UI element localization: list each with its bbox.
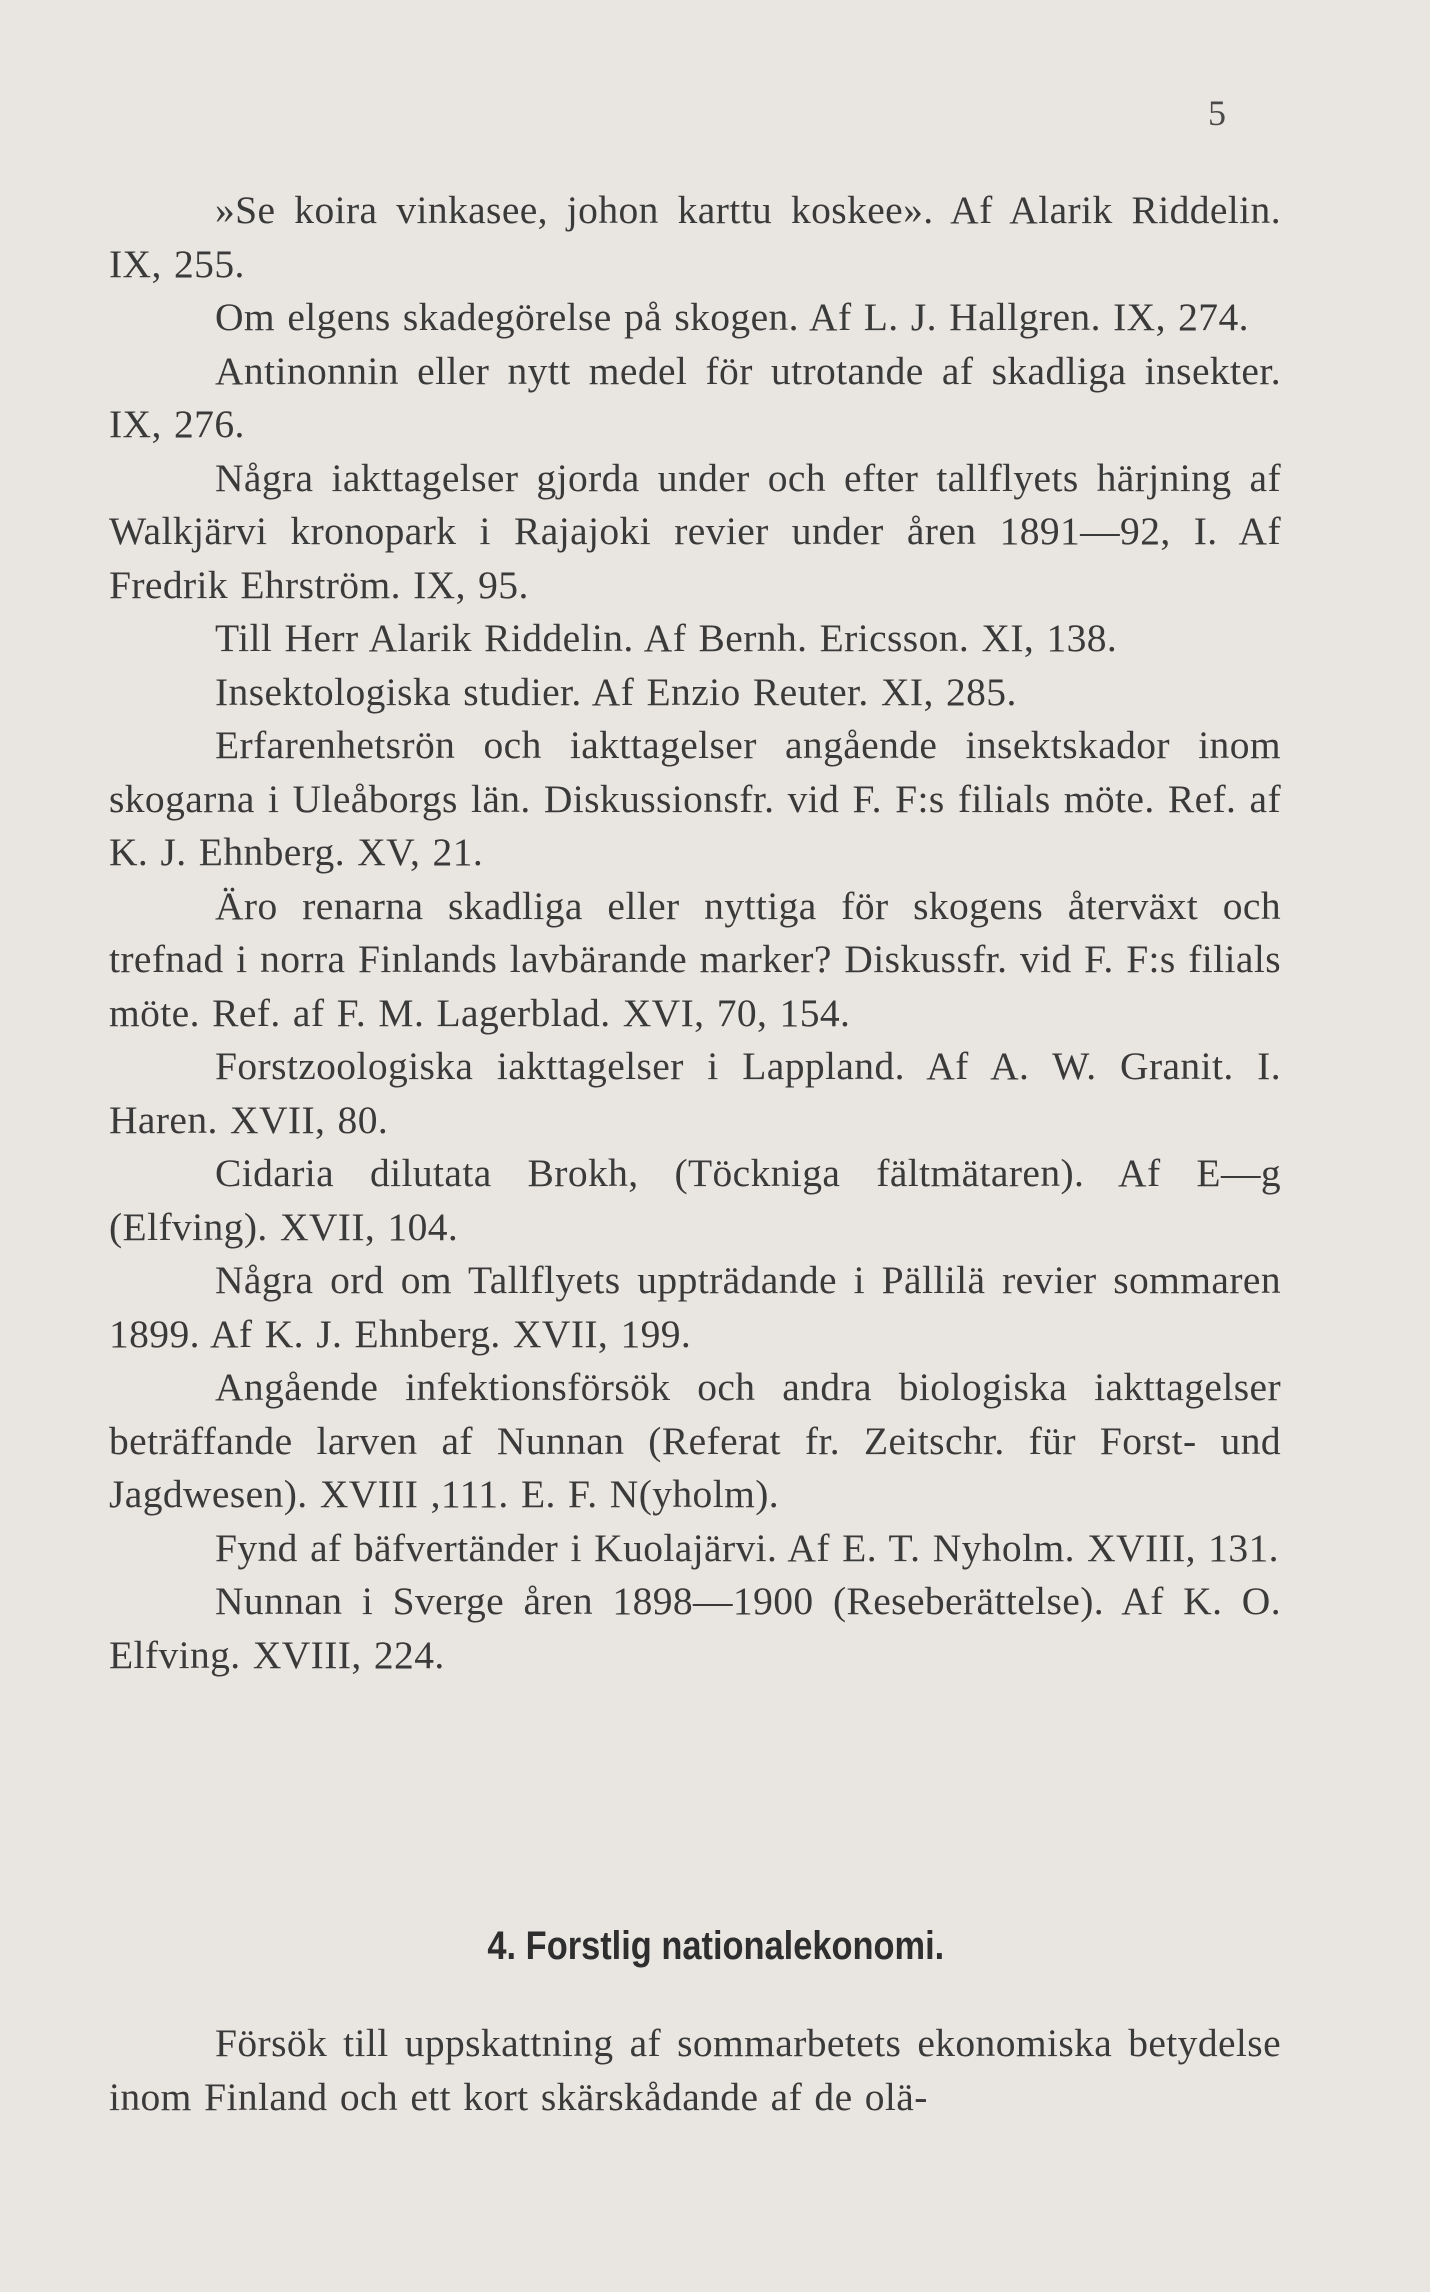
bibliography-entry: Några ord om Tallflyets uppträdande i Pällilä revier sommaren 1899. Af K. J. Ehnberg. XVII, 199. [109,1258,1281,1356]
bibliography-entry: Forstzoologiska iakttagelser i Lappland. Af A. W. Granit. I. Haren. XVII, 80. [109,1044,1281,1142]
page-number: 5 [1208,93,1226,133]
bibliography-entry: Fynd af bäfvertänder i Kuolajärvi. Af E. T. Nyholm. XVIII, 131. [215,1525,1279,1570]
bibliography-list [109,184,1281,1682]
bibliography-entry: Några iakttagelser gjorda under och efter tallflyets härjning af Walkjärvi kronopark i Rajajoki revier under åren 1891—92, I. Af Fredrik Ehrström. IX, 95. [109,455,1281,607]
bibliography-entry: Nunnan i Sverge åren 1898—1900 (Reseberättelse). Af K. O. Elfving. XVIII, 224. [109,1579,1281,1677]
section-heading: 4. Forstlig nationalekonomi. [487,1924,945,1968]
bibliography-entry: Insektologiska studier. Af Enzio Reuter. XI, 285. [215,669,1017,714]
bibliography-entry: »Se koira vinkasee, johon karttu koskee». Af Alarik Riddelin. IX, 255. [109,188,1281,286]
bibliography-entry: Angående infektionsförsök och andra biologiska iakttagelser beträffande larven af Nunnan (Referat fr. Zeitschr. für Forst- und Jagdwesen). XVIII ,111. E. F. N(yholm). [109,1365,1281,1516]
bibliography-entry: Erfarenhetsrön och iakttagelser angående insektskador inom skogarna i Uleåborgs län. Diskussionsfr. vid F. F:s filials möte. Ref. af K. J. Ehnberg. XV, 21. [109,723,1281,874]
bibliography-entry: Till Herr Alarik Riddelin. Af Bernh. Ericsson. XI, 138. [215,616,1118,660]
body-paragraph: Försök till uppskattning af sommarbetets ekonomiska betydelse inom Finland och ett kort skärskådande af de olä- [109,2021,1281,2119]
section-body [109,2017,1281,2124]
bibliography-entry: Om elgens skadegörelse på skogen. Af L. J. Hallgren. IX, 274. [215,295,1249,339]
bibliography-entry: Cidaria dilutata Brokh, (Töckniga fältmätaren). Af E—g (Elfving). XVII, 104. [109,1151,1281,1249]
bibliography-entry: Äro renarna skadliga eller nyttiga för skogens återväxt och trefnad i norra Finlands lavbärande marker? Diskussfr. vid F. F:s filials möte. Ref. af F. M. Lagerblad. XVI, 70, 154. [109,883,1281,1035]
bibliography-entry: Antinonnin eller nytt medel för utrotande af skadliga insekter. IX, 276. [109,348,1281,446]
